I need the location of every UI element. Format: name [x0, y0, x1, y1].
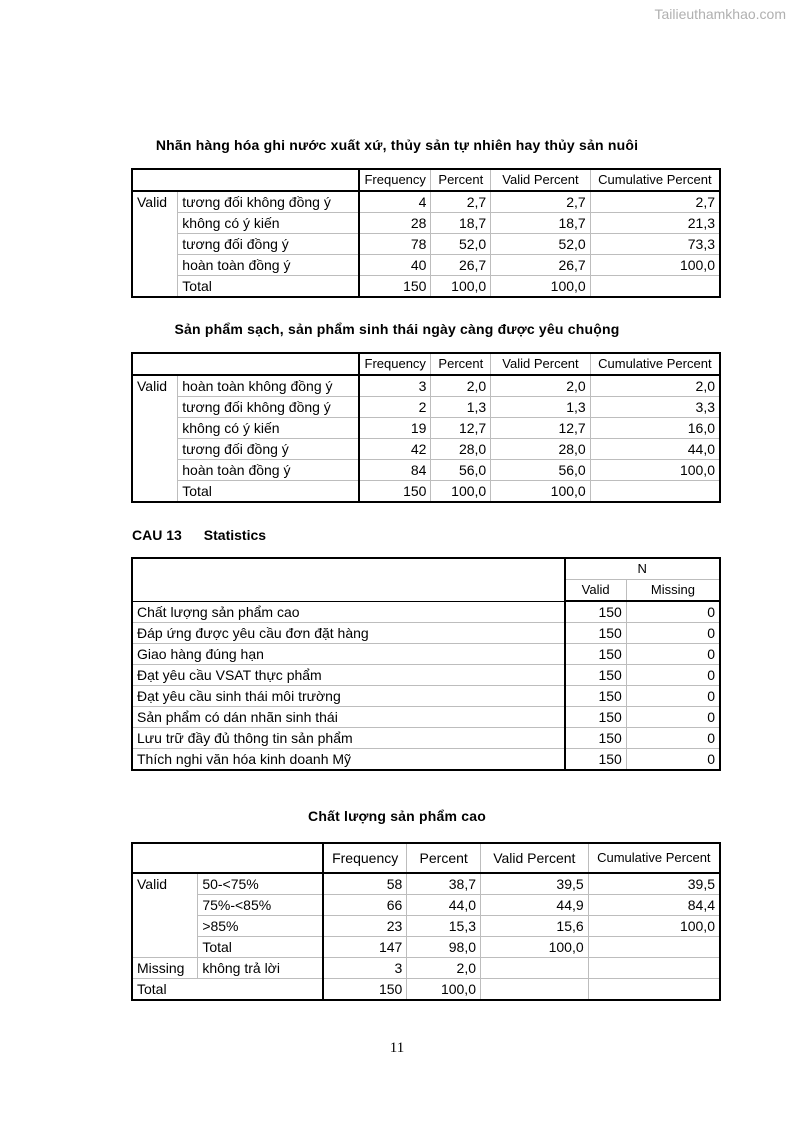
cell: 2,0: [590, 375, 720, 397]
row-label: Chất lượng sản phẩm cao: [132, 601, 565, 623]
row-label: hoàn toàn không đồng ý: [178, 375, 359, 397]
row-label: tương đối đồng ý: [178, 234, 359, 255]
col-header: Percent: [431, 169, 491, 191]
cell: 40: [359, 255, 431, 276]
cell: 0: [626, 728, 720, 749]
table-row: [132, 937, 720, 958]
row-label: Total: [198, 937, 323, 958]
cell: 56,0: [431, 460, 491, 481]
frequency-table-1: [131, 168, 721, 298]
row-label: hoàn toàn đồng ý: [178, 460, 359, 481]
table2-title: Sản phẩm sạch, sản phẩm sinh thái ngày càng được yêu chuộng: [174, 321, 620, 337]
row-label: 75%-<85%: [198, 895, 323, 916]
corner-cell: [132, 558, 565, 601]
cell: 21,3: [590, 213, 720, 234]
col-header: Cumulative Percent: [590, 353, 720, 375]
cell: 12,7: [431, 418, 491, 439]
corner-cell: [132, 843, 323, 873]
cell: 2,7: [491, 191, 591, 213]
cell: 26,7: [431, 255, 491, 276]
cell: 3,3: [590, 397, 720, 418]
cell: 78: [359, 234, 431, 255]
group-label: Missing: [132, 958, 198, 979]
row-label: tương đối không đồng ý: [178, 397, 359, 418]
table-row: [132, 686, 720, 707]
cell: 100,0: [491, 481, 590, 503]
row-label: Sản phẩm có dán nhãn sinh thái: [132, 707, 565, 728]
col-header: Valid: [565, 580, 627, 602]
cell: 150: [565, 665, 627, 686]
row-label: 50-<75%: [198, 873, 323, 895]
table-row: [132, 749, 720, 771]
cell: 100,0: [407, 979, 481, 1001]
row-label: Đạt yêu cầu sinh thái môi trường: [132, 686, 565, 707]
cell: 4: [359, 191, 431, 213]
cell: 2,0: [491, 375, 590, 397]
table-header-row: [132, 353, 720, 375]
cell: 150: [565, 749, 627, 771]
row-label: Total: [132, 979, 323, 1001]
cell: 28,0: [431, 439, 491, 460]
page-number: 11: [389, 1040, 405, 1056]
cell: 84,4: [588, 895, 720, 916]
col-header: Cumulative Percent: [590, 169, 720, 191]
cell: 39,5: [481, 873, 589, 895]
cell: 0: [626, 665, 720, 686]
cell: 2,7: [431, 191, 491, 213]
table-header-row: [132, 558, 720, 580]
cell: 44,0: [590, 439, 720, 460]
col-header: Valid Percent: [491, 353, 590, 375]
table-row: [132, 375, 720, 397]
table-row: [132, 397, 720, 418]
cell: 98,0: [407, 937, 481, 958]
col-header: Frequency: [323, 843, 407, 873]
cell: 56,0: [491, 460, 590, 481]
cell: 44,9: [481, 895, 589, 916]
cell: 28: [359, 213, 431, 234]
table-row: [132, 958, 720, 979]
table-header-row: [132, 843, 720, 873]
cell: 58: [323, 873, 407, 895]
col-header: Percent: [407, 843, 481, 873]
cell: 52,0: [491, 234, 591, 255]
cell: 42: [359, 439, 431, 460]
cell: 0: [626, 707, 720, 728]
cell: 3: [359, 375, 431, 397]
table-row: [132, 601, 720, 623]
col-header: Frequency: [359, 353, 431, 375]
col-header: Valid Percent: [481, 843, 589, 873]
cell: 2,0: [431, 375, 491, 397]
table3-title: Chất lượng sản phẩm cao: [308, 808, 486, 824]
cell: 150: [359, 276, 431, 298]
row-label: Đạt yêu cầu VSAT thực phẩm: [132, 665, 565, 686]
table-row: [132, 213, 720, 234]
row-label: không trả lời: [198, 958, 323, 979]
row-label: Đáp ứng được yêu cầu đơn đặt hàng: [132, 623, 565, 644]
watermark: Tailieuthamkhao.com: [654, 6, 786, 22]
cell: 16,0: [590, 418, 720, 439]
cell: [590, 481, 720, 503]
cell: 28,0: [491, 439, 590, 460]
cell: 0: [626, 644, 720, 665]
cell: 19: [359, 418, 431, 439]
row-label: không có ý kiến: [178, 213, 359, 234]
row-label: Giao hàng đúng hạn: [132, 644, 565, 665]
cell: 26,7: [491, 255, 591, 276]
cell: 150: [565, 728, 627, 749]
cell: 66: [323, 895, 407, 916]
group-label: Valid: [132, 873, 198, 895]
row-label: Thích nghi văn hóa kinh doanh Mỹ: [132, 749, 565, 771]
table-row: [132, 623, 720, 644]
cell: 150: [565, 707, 627, 728]
cell: 2: [359, 397, 431, 418]
cell: 100,0: [588, 916, 720, 937]
cell: 0: [626, 601, 720, 623]
table-row: [132, 191, 720, 213]
cell: 100,0: [590, 460, 720, 481]
table-row: [132, 460, 720, 481]
table-row: [132, 481, 720, 503]
row-label: tương đối đồng ý: [178, 439, 359, 460]
table-row: [132, 255, 720, 276]
col-header: Cumulative Percent: [588, 843, 720, 873]
cell: 2,7: [590, 191, 720, 213]
table-row: [132, 979, 720, 1001]
cell: [588, 937, 720, 958]
row-label: không có ý kiến: [178, 418, 359, 439]
cell: 2,0: [407, 958, 481, 979]
cell: 73,3: [590, 234, 720, 255]
table-row: [132, 418, 720, 439]
cell: 147: [323, 937, 407, 958]
cell: 1,3: [491, 397, 590, 418]
row-label: Lưu trữ đầy đủ thông tin sản phẩm: [132, 728, 565, 749]
frequency-table-2: [131, 352, 721, 503]
n-header: N: [565, 558, 721, 580]
table-row: [132, 873, 720, 895]
table-row: [132, 644, 720, 665]
section-title: Statistics: [203, 527, 267, 543]
row-label: hoàn toàn đồng ý: [178, 255, 359, 276]
cell: 84: [359, 460, 431, 481]
cell: 100,0: [431, 481, 491, 503]
col-header: Valid Percent: [491, 169, 591, 191]
corner-cell: [132, 353, 359, 375]
cell: 150: [359, 481, 431, 503]
cell: 100,0: [590, 255, 720, 276]
group-label: Valid: [132, 375, 178, 397]
cell: 23: [323, 916, 407, 937]
cell: 3: [323, 958, 407, 979]
cell: 52,0: [431, 234, 491, 255]
frequency-table-3: [131, 842, 721, 1001]
cell: 100,0: [431, 276, 491, 298]
table-row: [132, 234, 720, 255]
cell: 44,0: [407, 895, 481, 916]
cell: 150: [323, 979, 407, 1001]
cell: 1,3: [431, 397, 491, 418]
cell: 12,7: [491, 418, 590, 439]
cell: 39,5: [588, 873, 720, 895]
cell: 15,3: [407, 916, 481, 937]
table-row: [132, 439, 720, 460]
cell: 100,0: [491, 276, 591, 298]
row-label: Total: [178, 276, 359, 298]
table1-title: Nhãn hàng hóa ghi nước xuất xứ, thủy sản tự nhiên hay thủy sản nuôi: [155, 137, 639, 153]
cell: 18,7: [431, 213, 491, 234]
cell: 150: [565, 623, 627, 644]
cell: 0: [707, 751, 715, 767]
row-label: >85%: [198, 916, 323, 937]
cell: 100,0: [481, 937, 589, 958]
col-header: Missing: [626, 580, 720, 602]
cell: 0: [626, 686, 720, 707]
cell: 150: [565, 686, 627, 707]
table-row: [132, 916, 720, 937]
cell: 18,7: [491, 213, 591, 234]
table-row: [132, 665, 720, 686]
statistics-table: [131, 557, 721, 771]
col-header: Percent: [431, 353, 491, 375]
group-label: Valid: [132, 191, 178, 213]
cell: 38,7: [407, 873, 481, 895]
cell: 150: [565, 601, 627, 623]
col-header: Frequency: [359, 169, 431, 191]
section-heading: [132, 527, 288, 543]
table-row: [132, 895, 720, 916]
section-label: CAU 13: [132, 527, 182, 543]
table-row: [132, 276, 720, 298]
table-row: [132, 707, 720, 728]
corner-cell: [132, 169, 359, 191]
cell: 15,6: [481, 916, 589, 937]
table-header-row: [132, 169, 720, 191]
table-row: [132, 728, 720, 749]
row-label: tương đối không đồng ý: [178, 191, 359, 213]
cell: [590, 276, 720, 298]
row-label: Total: [178, 481, 359, 503]
cell: 0: [626, 623, 720, 644]
cell: 150: [565, 644, 627, 665]
